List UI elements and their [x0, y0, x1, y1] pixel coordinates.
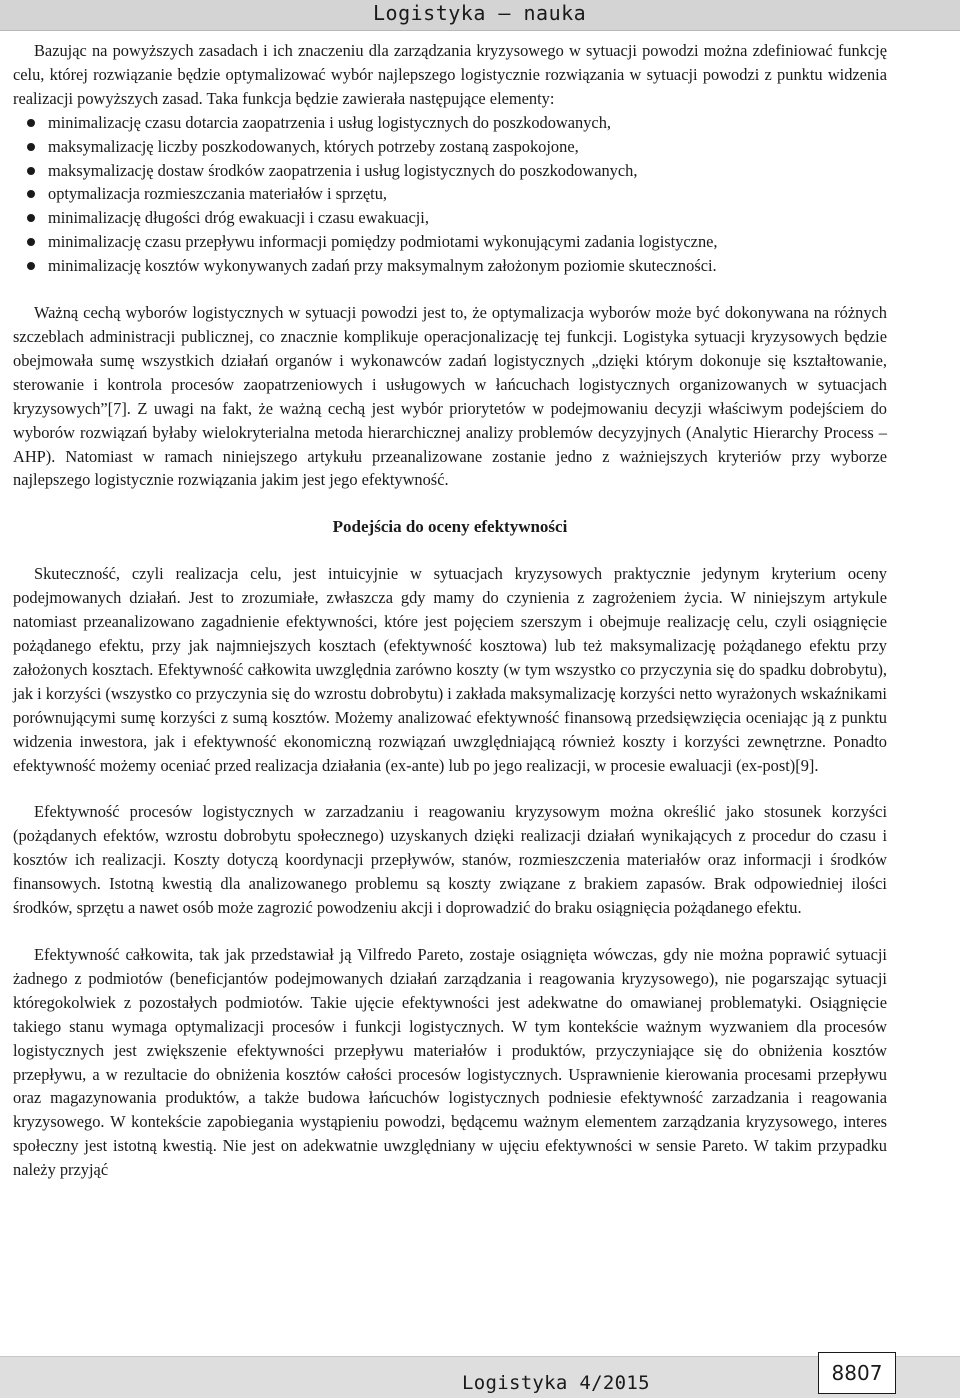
spacer — [13, 920, 887, 943]
list-item — [27, 206, 887, 230]
footer-journal: Logistyka 4/2015 — [462, 1372, 650, 1394]
header-title: Logistyka – nauka — [373, 1, 587, 25]
list-item-text: minimalizację czasu przepływu informacji pomiędzy podmiotami wykonującymi zadania logistyczne, — [48, 232, 718, 252]
page-number-box — [818, 1352, 896, 1394]
list-item-text: minimalizację czasu dotarcia zaopatrzenia i usług logistycznych do poszkodowanych, — [48, 112, 611, 132]
page-number: 8807 — [831, 1361, 883, 1385]
list-item — [27, 111, 887, 135]
bullet-icon — [27, 262, 35, 270]
bullet-icon — [27, 214, 35, 222]
paragraph-3: Skuteczność, czyli realizacja celu, jest intuicyjnie w sytuacjach kryzysowych praktycznie jedynym kryterium oceny podejmowanych działań. Jest to zrozumiałe, zwłaszcza gdy mamy do czynienia z zagrożeniem życia. W niniejszym artykule natomiast przeanalizowano zagadnienie efektywności, które jest pojęciem szerszym i obejmuje realizację celu, czyli osiągnięcie pożądanego efektu, przy jak najmniejszych kosztach (efektywność kosztowa) lub też maksymalizację pożądanego efektu przy założonych kosztach. Efektywność całkowita uwzględnia zarówno koszty (w tym wszystko co przyczynia się do spadku dobrobytu), jak i korzyści (wszystko co przyczynia się do wzrostu dobrobytu) i zakłada maksymalizację korzyści netto wyrażonych wskaźnikami porównującymi sumę korzyści z sumą kosztów. Możemy analizować efektywność finansową przedsięwzięcia oceniając ją z punktu widzenia inwestora, jak i efektywność ekonomiczną rozwiązań uwzględniającą również koszty i korzyści zewnętrzne. Ponadto efektywność możemy oceniać przed realizacja działania (ex-ante) lub po jego realizacji, w procesie ewaluacji (ex-post)[9]. — [13, 564, 887, 775]
paragraph-intro: Bazując na powyższych zasadach i ich znaczeniu dla zarządzania kryzysowego w sytuacji powodzi można zdefiniować funkcję celu, której rozwiązanie będzie optymalizować wybór najlepszego logistycznie rozwiązania w sytuacji powodzi z punktu widzenia realizacji powyższych zasad. Taka funkcja będzie zawierała następujące elementy: — [13, 41, 887, 108]
bullet-icon — [27, 190, 35, 198]
section-title: Podejścia do oceny efektywności — [332, 517, 568, 537]
list-item-text: maksymalizację dostaw środków zaopatrzenia i usług logistycznych do poszkodowanych, — [48, 160, 638, 180]
paragraph-2: Ważną cechą wyborów logistycznych w sytuacji powodzi jest to, że optymalizacja wyborów może być dokonywana na różnych szczeblach administracji publicznej, co znacznie komplikuje operacjonalizację tej funkcji. Logistyka sytuacji kryzysowych będzie obejmowała sumę wszystkich działań organów i wykonawców zadań logistycznych „dzięki którym dokonuje się kształtowanie, sterowanie i kontrola procesów zaopatrzeniowych i usługowych w łańcuchach logistycznych organizowanych w sytuacjach kryzysowych”[7]. Z uwagi na fakt, że ważną cechą jest wybór priorytetów w podejmowaniu decyzji właściwym podejściem do wyborów rozwiązań byłaby wielokryterialna metoda hierarchicznej analizy problemów decyzyjnych (Analytic Hierarchy Process – AHP). Natomiast w ramach niniejszego artykułu przeanalizowane zostanie jedno z ważniejszych kryteriów przy wyborze najlepszego logistycznie rozwiązania jakim jest jego efektywność. — [13, 303, 887, 490]
list-item — [27, 230, 887, 254]
bullet-icon — [27, 119, 35, 127]
list-item-text: optymalizacja rozmieszczania materiałów i sprzętu, — [48, 184, 388, 204]
list-item — [27, 182, 887, 206]
list-item — [27, 135, 887, 159]
spacer — [13, 492, 887, 515]
bullet-icon — [27, 167, 35, 175]
list-item-text: maksymalizację liczby poszkodowanych, których potrzeby zostaną zaspokojone, — [48, 136, 579, 156]
spacer — [13, 777, 887, 800]
article-body — [13, 39, 887, 1182]
spacer — [13, 539, 887, 562]
objective-list — [13, 111, 887, 278]
spacer — [13, 278, 887, 301]
paragraph-4: Efektywność procesów logistycznych w zarzadzaniu i reagowaniu kryzysowym można określić jako stosunek korzyści (pożądanych efektów, wzrostu dobrobytu społecznego) uzyskanych dzięki realizacji działań wynikających z procedur do czasu i kosztów ich realizacji. Koszty dotyczą koordynacji przepływów, stanów, rozmieszczenia materiałów oraz informacji i środków finansowych. Istotną kwestią dla analizowanego problemu są koszty związane z brakiem zapasów. Brak odpowiedniej ilości środków, sprzętu a nawet osób może zagrozić powodzeniu akcji i doprowadzić do braku osiągnięcia pożądanego efektu. — [13, 802, 887, 918]
bullet-icon — [27, 238, 35, 246]
page-header — [0, 0, 960, 31]
bullet-icon — [27, 143, 35, 151]
list-item — [27, 159, 887, 183]
list-item — [27, 254, 887, 278]
paragraph-5: Efektywność całkowita, tak jak przedstawiał ją Vilfredo Pareto, zostaje osiągnięta wówczas, gdy nie można poprawić sytuacji żadnego z podmiotów (beneficjantów podejmowanych działań zarządzania i reagowania kryzysowego), nie pogarszając sytuacji któregokolwiek z pozostałych podmiotów. Takie ujęcie efektywności jest adekwatne do omawianej problematyki. Osiągnięcie takiego stanu wymaga optymalizacji procesów i funkcji logistycznych. W tym kontekście ważnym wyzwaniem dla procesów logistycznych jest zwiększenie efektywności przepływu materiałów i produktów, przyczyniające się do obniżenia kosztów przepływu, a w rezultacie do obniżenia kosztów całości procesów logistycznych. Usprawnienie kierowania procesami przepływu oraz magazynowania produktów, a także budowa łańcuchów logistycznych podniesie efektywność zarzadzania i reagowania kryzysowego. W kontekście zapobiegania wystąpieniu powodzi, będącemu ważnym elementem zarządzania kryzysowego, interes społeczny jest istotną kwestią. Nie jest on adekwatnie uwzględniany w ujęciu efektywności w sensie Pareto. W takim przypadku należy przyjąć — [13, 945, 887, 1180]
list-item-text: minimalizację kosztów wykonywanych zadań przy maksymalnym założonym poziomie skuteczności. — [48, 256, 717, 276]
list-item-text: minimalizację długości dróg ewakuacji i czasu ewakuacji, — [48, 208, 429, 228]
